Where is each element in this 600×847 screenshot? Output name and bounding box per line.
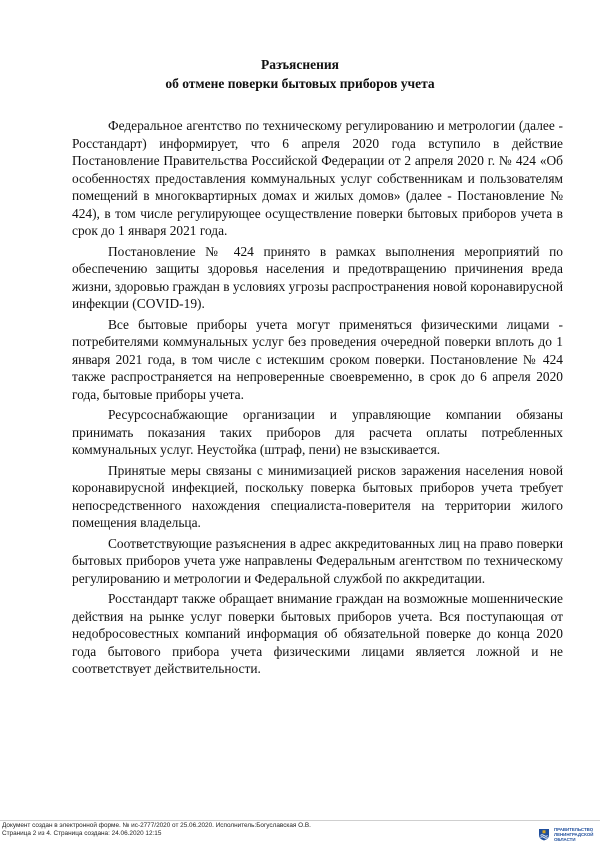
title-line-1: Разъяснения bbox=[261, 57, 339, 72]
logo-line-3: ОБЛАСТИ bbox=[554, 837, 576, 842]
paragraph: Все бытовые приборы учета могут применяться физическими лицами - потребителями коммунальных услуг без проведения очередной поверки вплоть до 1 января 2021 года, в том числе с истекшим сроком поверки. Постановление № 424 также распространяется на непроверенные своевременно, в срок до 6 апреля 2020 года, бытовые приборы учета. bbox=[72, 316, 563, 402]
coat-of-arms-icon bbox=[538, 828, 550, 841]
logo-text bbox=[554, 827, 600, 842]
paragraph: Ресурсоснабжающие организации и управляющие компании обязаны принимать показания таких приборов для расчета оплаты потребленных коммунальных услуг. Неустойка (штраф, пени) не взыскивается. bbox=[72, 407, 563, 457]
paragraph: Соответствующие разъяснения в адрес аккредитованных лиц на право поверки бытовых приборов учета уже направлены Федеральным агентством по техническому регулированию и метрологии и Федеральной службой по аккредитации. bbox=[72, 535, 563, 586]
footer-line-1: Документ создан в электронной форме. № ис-2777/2020 от 25.06.2020. Исполнитель:Богуславская О.В. bbox=[2, 822, 311, 829]
logo-line-2: ЛЕНИНГРАДСКОЙ bbox=[554, 832, 594, 837]
footer-divider bbox=[0, 820, 600, 821]
document-title bbox=[0, 55, 600, 93]
paragraph: Принятые меры связаны с минимизацией рисков заражения населения новой коронавирусной инфекцией, поскольку поверка бытовых приборов учета требует непосредственного нахождения специалиста-поверителя на территории жилого помещения владельца. bbox=[72, 462, 563, 530]
footer-line-2: Страница 2 из 4. Страница создана: 24.06.2020 12:15 bbox=[2, 830, 162, 837]
paragraph: Федеральное агентство по техническому регулированию и метрологии (далее - Росстандарт) информирует, что 6 апреля 2020 года вступило в действие Постановление Правительства Российской Федерации от 2 апреля 2020 г. № 424 «Об особенностях предоставления коммунальных услуг собственникам и пользователям помещений в многоквартирных домах и жилых домов» (далее - Постановление № 424), в том числе регулирующее осуществление поверки бытовых приборов учета в срок до 1 января 2021 года. bbox=[72, 118, 563, 238]
document-body bbox=[72, 117, 563, 681]
document-footer bbox=[2, 822, 522, 838]
paragraph: Росстандарт также обращает внимание граждан на возможные мошеннические действия на рынке услуг поверки бытовых приборов учета. Вся поступающая от недобросовестных компаний информация об обязательной поверке до конца 2020 года бытового прибора учета физическими лицами является ложной и не соответствует действительности. bbox=[72, 591, 563, 676]
government-logo bbox=[538, 825, 598, 845]
title-line-2: об отмене поверки бытовых приборов учета bbox=[165, 76, 435, 91]
logo-line-1: ПРАВИТЕЛЬСТВО bbox=[554, 827, 594, 832]
paragraph: Постановление № 424 принято в рамках выполнения мероприятий по обеспечению защиты здоровья населения и предотвращению причинения вреда жизни, здоровью граждан в условиях угрозы распространения новой коронавирусной инфекции (COVID-19). bbox=[72, 243, 563, 311]
